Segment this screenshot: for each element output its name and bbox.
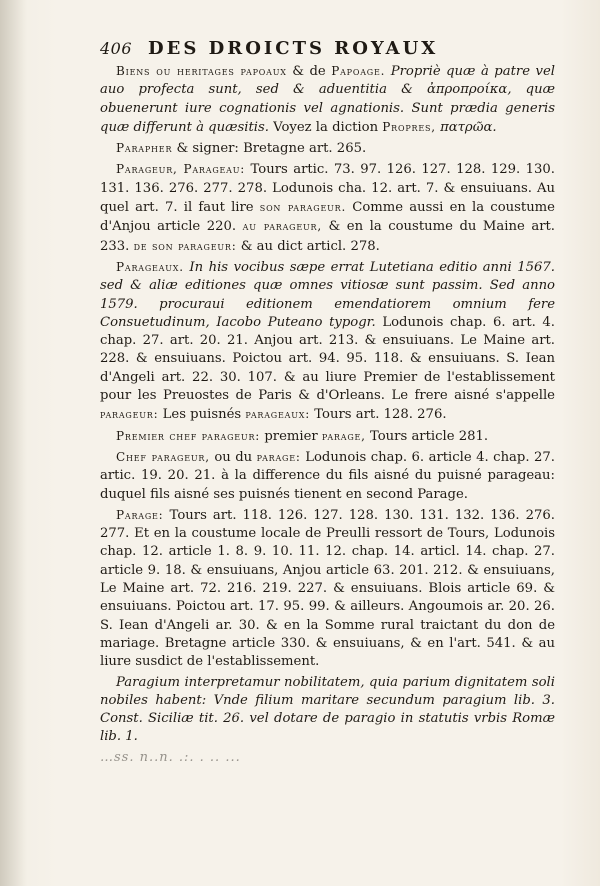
entry-term: Premier chef parageur: [116,428,261,443]
page-number: 406 [100,39,133,58]
entry-term: Parageur, Parageau: [116,162,246,177]
entry-parapher: Parapher & signer: Bretagne art. 265. [116,141,367,157]
entry-parage: Parage: Tours art. 118. 126. 127. 128. 130. 131. 132. 136. 276. 277. Et en la coustume locale de Preulli ressort de Tours, Lodunois chap. 12. article 1. 8. 9. 10. 11. 12. chap. 14. articl. 14. chap. 27. article 9. 18. & ensuiuans, Anjou article 63. 201. 212. & ensuiuans, Le Maine art. 72. 216. 219. 227. & ensuiuans. Blois article 69. & ensuiuans. Poictou art. 17. 95. 99. & ailleurs. Angoumois ar. 20. 26. S. Iean d'Angeli ar. 30. & en la Somme rural traictant du don de mariage. Bretagne article 330. & ensuiuans, & en l'art. 541. & au liure susdict de l'establissement. [100,507,555,670]
page-header [100,38,560,64]
entry-paragium-latin: Paragium interpretamur nobilitatem, quia parium dignitatem soli nobiles habent: Vnde filium maritare secundum paragium lib. 3. Const. Siciliæ tit. 26. vel dotare de paragio in statutis vrbis Romæ lib. 1. [100,674,555,745]
entry-parageur: Parageur, Parageau: Tours artic. 73. 97. 126. 127. 128. 129. 130. 131. 136. 276. 277. 278. Lodunois cha. 12. art. 7. & ensuiuans. Au quel art. 7. il faut lire son parageur. Comme aussi en la coustume d'Anjou article 220. au parageur, & en la coustume du Maine art. 233. de son parageur: & au dict articl. 278. [100,162,555,254]
entry-term: Chef parageur, [116,449,210,464]
entry-term: Parageaux. [116,259,184,274]
entry-term: Parage: [116,507,164,522]
latin-gloss: Propriè quæ à patre vel auo profecta sunt, sed & aduentitia & [100,64,555,98]
gutter-shadow [0,0,26,886]
running-head: DES DROICTS ROYAUX [148,38,439,59]
entry-premier-chef-parageur: Premier chef parageur: premier parage, Tours article 281. [116,428,489,444]
bleed-through-text: …ss. n..n. .:. . .. ... [100,749,241,765]
text-block [100,62,555,767]
entry-chef-parageur: Chef parageur, ou du parage: Lodunois chap. 6. article 4. chap. 27. artic. 19. 20. 21. à la difference du fils aisné du puisné parageau: duquel fils aisné ses puisnés tienent en second Parage. [100,449,555,502]
latin-gloss: In his vocibus sæpe errat Lutetiana editio anni 1567. sed & aliæ editiones quæ omnes vitiosæ sunt passim. Sed anno 1579. procuraui editionem emendatiorem omnium fere Consuetudinum, Iacobo Puteano typogr. [100,259,555,330]
entry-biens-papoaux: Biens ou heritages papoaux & de Papoage. Propriè quæ à patre vel auo profecta sunt, sed & aduentitia & ἀπροπροίκα, quæ obuenerunt iure cognationis vel agnationis. Sunt prædia generis quæ differunt à quæsitis. Voyez la diction Propres, πατρῶα. [100,64,555,135]
entry-term: Biens ou heritages papoaux [116,64,287,78]
greek-term: ἀπροπροίκα, [426,82,512,98]
entry-parageaux: Parageaux. In his vocibus sæpe errat Lutetiana editio anni 1567. sed & aliæ editiones quæ omnes vitiosæ sunt passim. Sed anno 1579. procuraui editionem emendatiorem omnium fere Consuetudinum, Iacobo Puteano typogr. Lodunois chap. 6. art. 4. chap. 27. art. 20. 21. Anjou art. 213. & ensuiuans. Le Maine art. 228. & ensuiuans. Poictou art. 94. 95. 118. & ensuiuans. S. Iean d'Angeli art. 22. 30. 107. & au liure Premier de l'establissement pour les Preuostes de Paris & d'Orleans. Le frere aisné s'appelle parageur: Les puisnés parageaux: Tours art. 128. 276. [100,259,555,423]
entry-term: Parapher [116,141,173,156]
